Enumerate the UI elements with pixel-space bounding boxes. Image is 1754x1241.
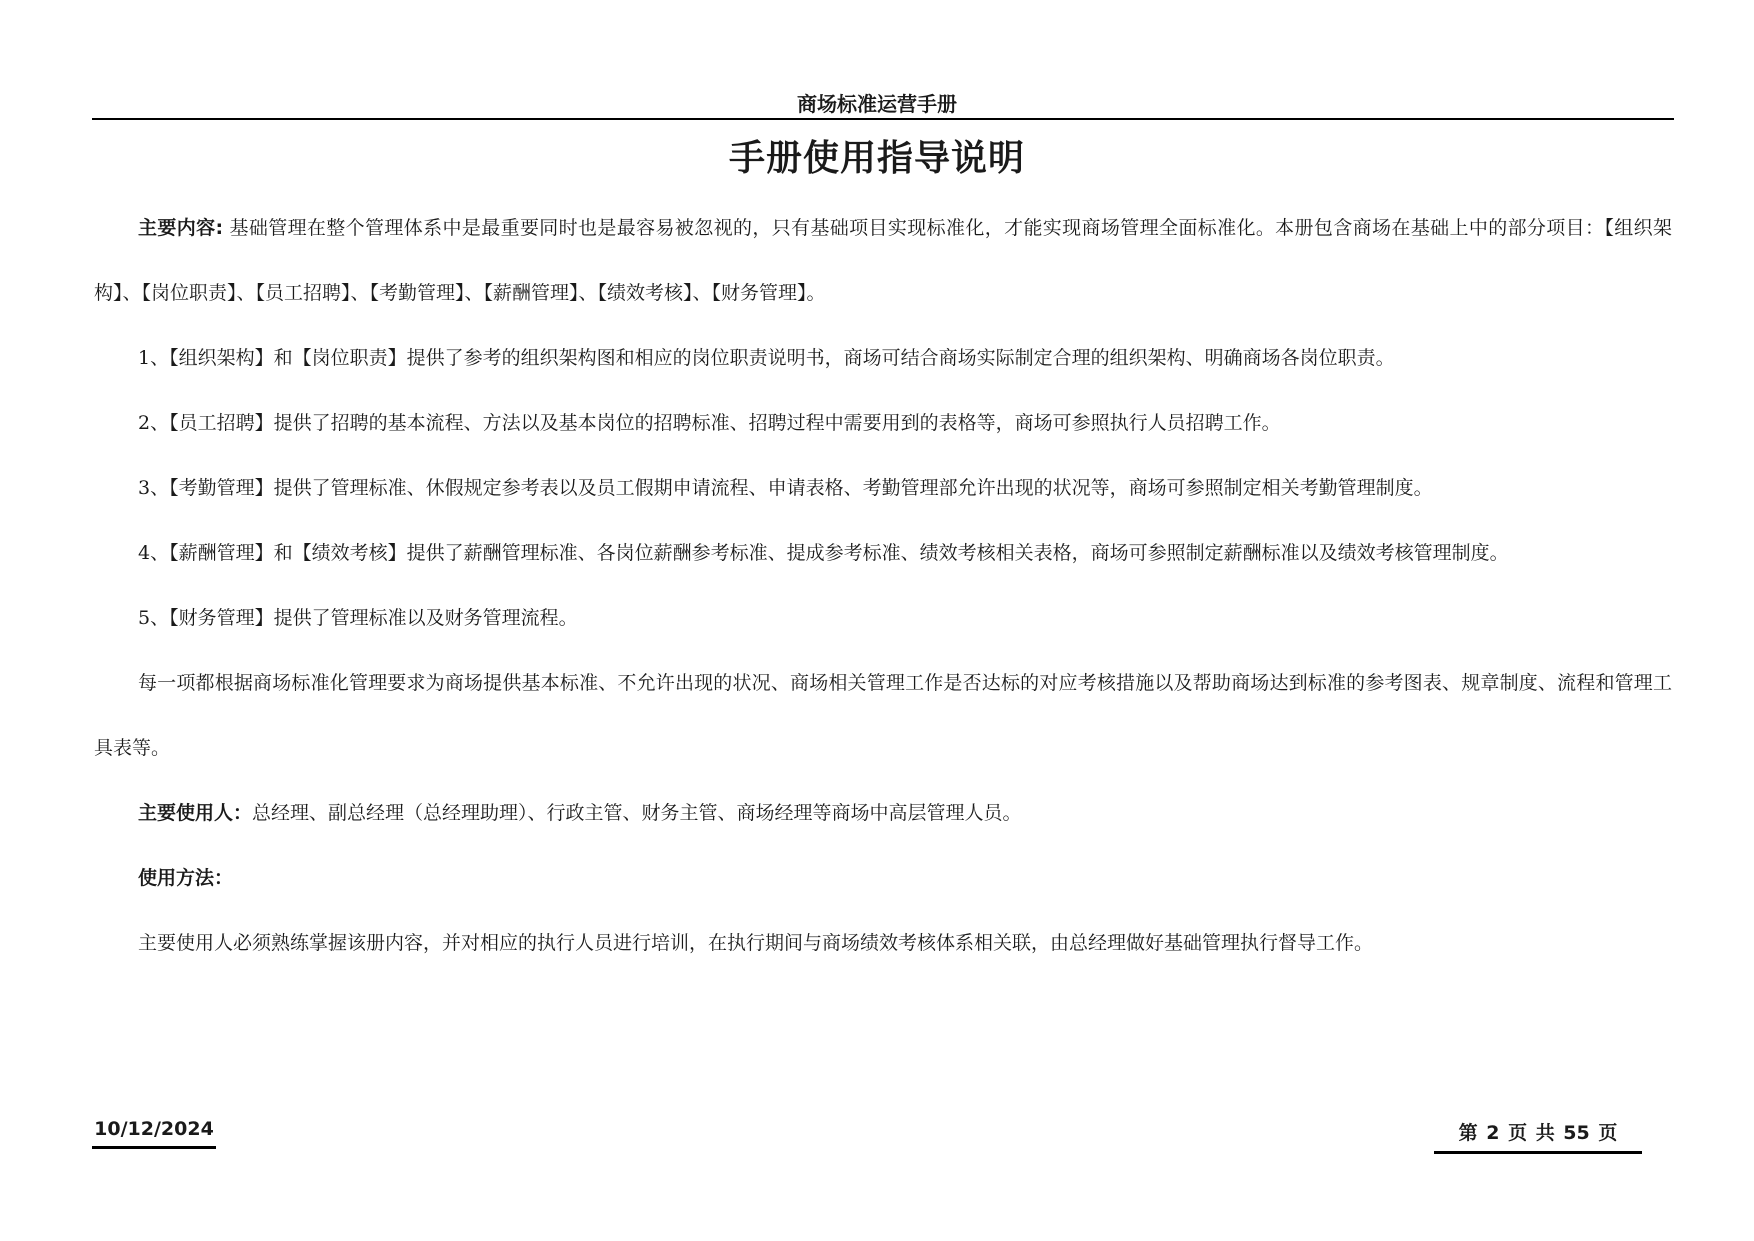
running-header: 商场标准运营手册 [797, 92, 957, 116]
users-paragraph [94, 781, 1672, 846]
document-body [94, 196, 1672, 976]
main-content-paragraph [94, 196, 1672, 326]
footer-date: 10/12/2024 [92, 1118, 216, 1149]
method-paragraph: 主要使用人必须熟练掌握该册内容，并对相应的执行人员进行培训，在执行期间与商场绩效考核体系相关联，由总经理做好基础管理执行督导工作。 [138, 932, 1374, 954]
page-title: 手册使用指导说明 [728, 138, 1025, 179]
list-item: 4、【薪酬管理】和【绩效考核】提供了薪酬管理标准、各岗位薪酬参考标准、提成参考标准、绩效考核相关表格，商场可参照制定薪酬标准以及绩效考核管理制度。 [138, 542, 1509, 564]
list-item: 3、【考勤管理】提供了管理标准、休假规定参考表以及员工假期申请流程、申请表格、考勤管理部允许出现的状况等，商场可参照制定相关考勤管理制度。 [138, 477, 1433, 499]
header-divider [92, 118, 1674, 120]
list-item: 2、【员工招聘】提供了招聘的基本流程、方法以及基本岗位的招聘标准、招聘过程中需要用到的表格等，商场可参照执行人员招聘工作。 [138, 412, 1281, 434]
summary-paragraph: 每一项都根据商场标准化管理要求为商场提供基本标准、不允许出现的状况、商场相关管理工作是否达标的对应考核措施以及帮助商场达到标准的参考图表、规章制度、流程和管理工具表等。 [94, 672, 1672, 759]
list-item: 1、【组织架构】和【岗位职责】提供了参考的组织架构图和相应的岗位职责说明书，商场可结合商场实际制定合理的组织架构、明确商场各岗位职责。 [138, 347, 1395, 369]
method-label: 使用方法： [138, 867, 234, 889]
main-content-label: 主要内容: [138, 217, 224, 239]
main-content-text: 基础管理在整个管理体系中是最重要同时也是最容易被忽视的，只有基础项目实现标准化，才能实现商场管理全面标准化。本册包含商场在基础上中的部分项目：【组织架构】、【岗位职责】、【员工招聘】、【考勤管理】、【薪酬管理】、【绩效考核】、【财务管理】。 [94, 217, 1672, 304]
method-heading [94, 846, 1672, 911]
users-label: 主要使用人： [138, 802, 253, 824]
page-number: 第 2 页 共 55 页 [1434, 1118, 1642, 1154]
users-text: 总经理、副总经理（总经理助理）、行政主管、财务主管、商场经理等商场中高层管理人员。 [252, 802, 1022, 824]
list-item: 5、【财务管理】提供了管理标准以及财务管理流程。 [138, 607, 578, 629]
